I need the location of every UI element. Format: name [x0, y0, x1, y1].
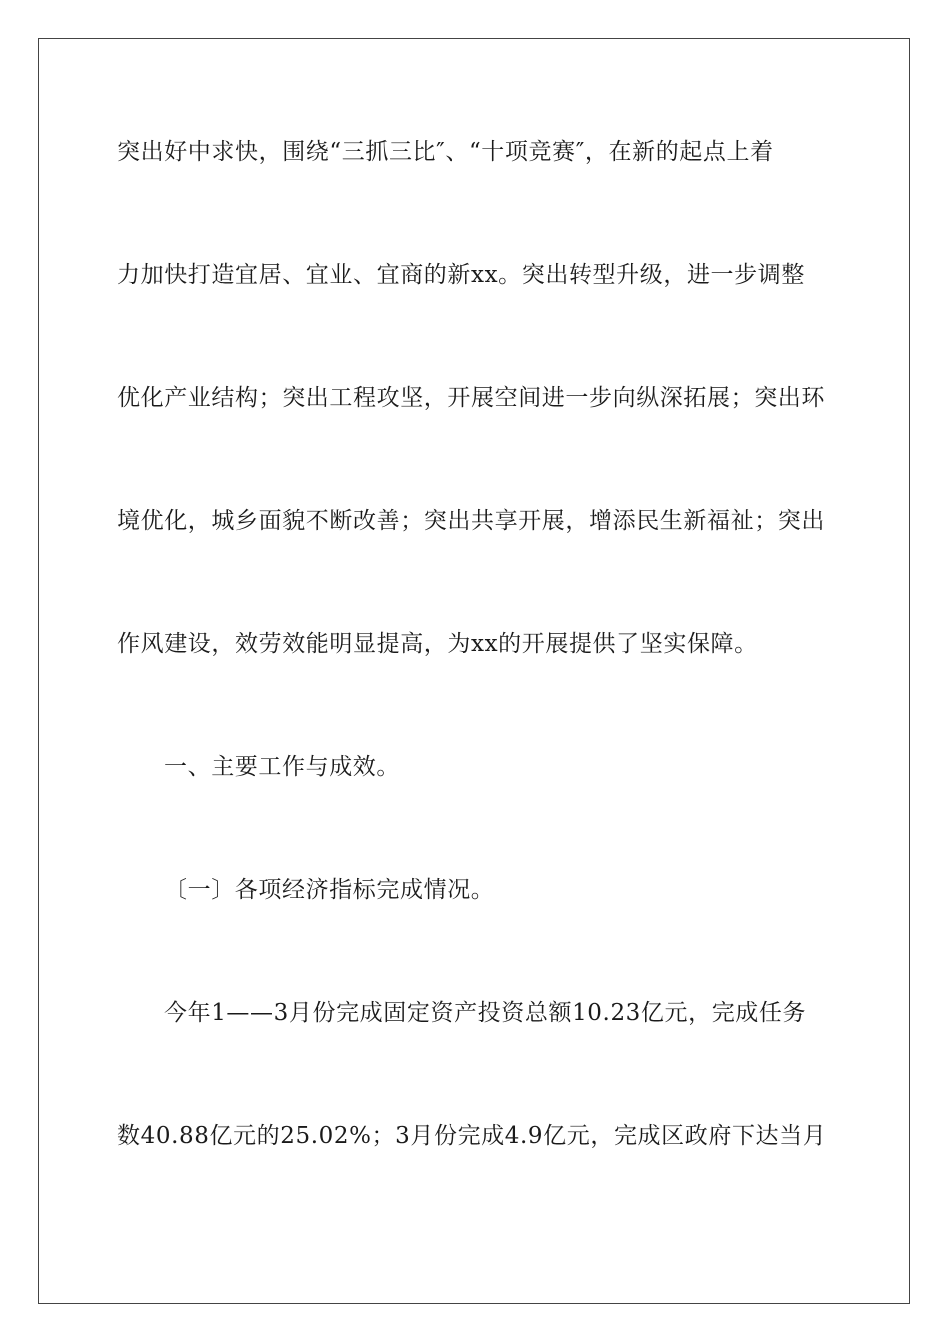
- paragraph-line: 境优化，城乡面貌不断改善；突出共享开展，增添民生新福祉；突出: [117, 508, 825, 534]
- section-heading: 一、主要工作与成效。: [164, 754, 400, 780]
- paragraph-line: 数40.88亿元的25.02%；3月份完成4.9亿元，完成区政府下达当月: [117, 1123, 827, 1149]
- paragraph-line: 今年1——3月份完成固定资产投资总额10.23亿元，完成任务: [164, 1000, 807, 1026]
- subsection-heading: 〔一〕各项经济指标完成情况。: [164, 877, 495, 903]
- paragraph-line: 优化产业结构；突出工程攻坚，开展空间进一步向纵深拓展；突出环: [117, 385, 825, 411]
- paragraph-line: 突出好中求快，围绕“三抓三比″、“十项竞赛″，在新的起点上着: [117, 139, 774, 165]
- paragraph-line: 力加快打造宜居、宜业、宜商的新xx。突出转型升级，进一步调整: [117, 262, 805, 288]
- paragraph-line: 作风建设，效劳效能明显提高，为xx的开展提供了坚实保障。: [117, 631, 758, 657]
- document-body: [117, 128, 837, 1235]
